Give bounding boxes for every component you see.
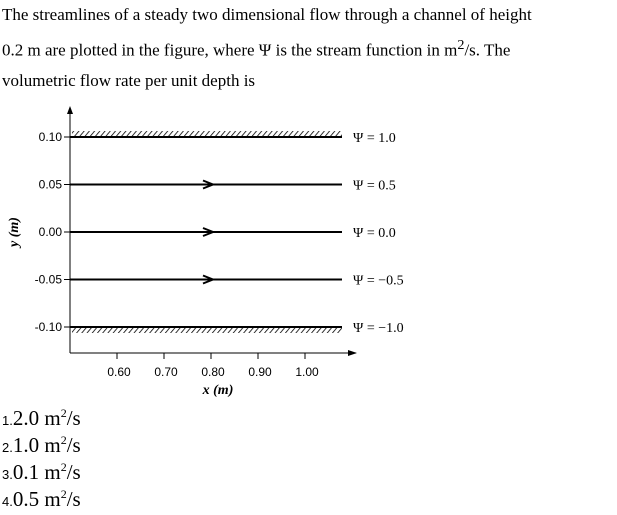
option-number: 3. [2,467,13,482]
y-tick-label: -0.10 [34,320,62,334]
question-line-1: The streamlines of a steady two dimensional flow through a channel of height [2,5,532,24]
answer-option[interactable] [2,400,81,430]
y-axis-arrow-icon [67,106,73,114]
option-value: 1.0 $m^2/s$ [12,433,81,457]
answer-option[interactable] [2,481,81,511]
x-tick-label: 0.70 [154,365,178,379]
question-line-2-end: /s. The [464,40,511,60]
answer-option[interactable] [2,454,81,484]
option-value: 0.1 $m^2/s$ [12,460,81,484]
stream-function-label: Ψ = −0.5 [353,273,404,289]
question-line-2-superscript: 2 [457,37,465,53]
stream-function-label: Ψ = 0.0 [353,226,396,241]
question-line-2-start: 0.2 m are plotted in the figure, where Ψ is the stream function in m [2,40,458,60]
y-axis-title: y (m) [7,217,22,247]
y-tick-label: 0.05 [38,177,62,192]
stream-function-label: Ψ = 0.5 [353,178,396,194]
x-axis-arrow-icon [348,350,357,356]
stream-function-label: Ψ = −1.0 [353,321,404,336]
streamline-figure [0,100,617,400]
option-value: 0.5 $m^2/s$ [12,487,81,511]
x-tick-label: 1.00 [295,365,319,379]
x-tick-label: 0.80 [201,365,225,379]
answer-option[interactable] [2,427,81,457]
y-tick-label: 0.10 [38,130,62,144]
question-line-2 [2,30,612,66]
x-tick-label: 0.90 [248,365,272,379]
y-tick-label: 0.00 [38,225,62,239]
question-line-3: volumetric flow rate per unit depth is [2,70,256,90]
answer-options [2,400,81,511]
x-tick-label: 0.60 [107,365,131,379]
stream-function-label: Ψ = 1.0 [353,131,396,146]
option-number: 4. [2,494,13,509]
option-number: 2. [2,440,13,455]
option-value: 2.0 $m^2/s$ [12,406,81,430]
x-axis-title: x (m) [202,383,234,398]
y-tick-label: -0.05 [34,272,62,287]
question-text [2,0,612,96]
option-number: 1. [2,413,13,428]
